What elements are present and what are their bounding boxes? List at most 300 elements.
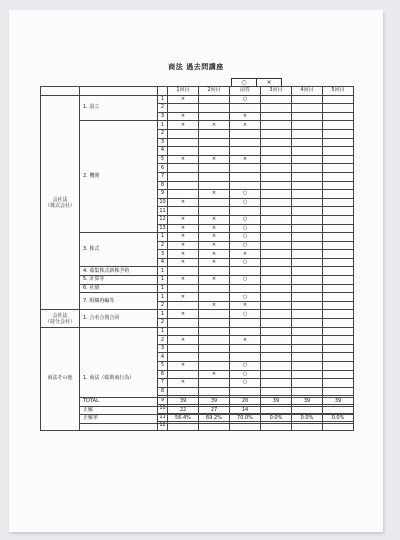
result-mark bbox=[261, 344, 292, 353]
result-mark bbox=[168, 344, 199, 353]
result-mark bbox=[199, 319, 230, 328]
question-number: 3 bbox=[158, 138, 168, 147]
result-mark bbox=[323, 224, 354, 233]
table-row bbox=[41, 310, 354, 319]
question-number: 9 bbox=[158, 396, 168, 405]
result-mark bbox=[230, 344, 261, 353]
result-mark bbox=[261, 198, 292, 207]
result-mark: × bbox=[230, 121, 261, 130]
result-mark bbox=[261, 301, 292, 310]
result-mark: ○ bbox=[230, 258, 261, 267]
result-mark: × bbox=[199, 121, 230, 130]
question-number: 7 bbox=[158, 379, 168, 388]
result-mark: × bbox=[168, 241, 199, 250]
result-mark bbox=[323, 172, 354, 181]
result-mark bbox=[323, 250, 354, 259]
result-mark bbox=[292, 258, 323, 267]
result-mark bbox=[199, 353, 230, 362]
result-mark bbox=[292, 276, 323, 285]
result-mark bbox=[323, 207, 354, 216]
result-mark bbox=[292, 267, 323, 276]
result-mark bbox=[292, 362, 323, 371]
question-number: 3 bbox=[158, 112, 168, 121]
result-mark bbox=[323, 164, 354, 173]
summary-value: 39 bbox=[292, 398, 323, 407]
result-mark bbox=[261, 353, 292, 362]
category-shoho-sonota: 商法その他 bbox=[41, 327, 80, 430]
question-number: 1 bbox=[158, 267, 168, 276]
result-mark bbox=[323, 387, 354, 396]
result-mark bbox=[230, 319, 261, 328]
result-mark bbox=[199, 172, 230, 181]
result-mark: × bbox=[168, 233, 199, 242]
result-mark: ○ bbox=[230, 215, 261, 224]
result-mark bbox=[261, 112, 292, 121]
result-mark bbox=[168, 190, 199, 199]
result-mark bbox=[261, 129, 292, 138]
result-mark bbox=[292, 224, 323, 233]
summary-value: 27 bbox=[199, 406, 230, 415]
question-number: 1 bbox=[158, 284, 168, 293]
summary-value: 20 bbox=[230, 398, 261, 407]
result-mark: × bbox=[199, 241, 230, 250]
result-mark bbox=[261, 310, 292, 319]
result-mark bbox=[292, 155, 323, 164]
result-mark bbox=[261, 207, 292, 216]
result-mark: × bbox=[168, 198, 199, 207]
result-mark bbox=[199, 310, 230, 319]
result-mark: ○ bbox=[230, 224, 261, 233]
summary-value: 39 bbox=[323, 398, 354, 407]
result-mark bbox=[292, 370, 323, 379]
result-mark: × bbox=[168, 379, 199, 388]
result-mark bbox=[323, 379, 354, 388]
result-mark bbox=[261, 250, 292, 259]
question-number: 4 bbox=[158, 258, 168, 267]
header-blank bbox=[80, 87, 158, 96]
document-page bbox=[9, 10, 383, 532]
category-line: 会社法 bbox=[52, 196, 68, 203]
question-number: 7 bbox=[158, 172, 168, 181]
question-number: 11 bbox=[159, 413, 166, 420]
summary-value: 39 bbox=[199, 398, 230, 407]
question-number: 2 bbox=[158, 336, 168, 345]
result-mark: × bbox=[230, 155, 261, 164]
result-mark bbox=[261, 267, 292, 276]
question-number: 2 bbox=[158, 301, 168, 310]
result-mark bbox=[323, 112, 354, 121]
summary-table bbox=[79, 397, 354, 424]
category-kaisha-mochibun bbox=[41, 310, 80, 327]
question-number: 2 bbox=[158, 129, 168, 138]
result-mark bbox=[199, 284, 230, 293]
result-mark: ○ bbox=[230, 241, 261, 250]
result-mark bbox=[261, 224, 292, 233]
table-row bbox=[41, 95, 354, 104]
summary-row bbox=[80, 406, 354, 415]
result-mark bbox=[261, 276, 292, 285]
result-mark bbox=[323, 181, 354, 190]
question-number: 10 bbox=[159, 405, 166, 412]
result-mark bbox=[168, 284, 199, 293]
result-mark bbox=[230, 104, 261, 113]
result-mark bbox=[199, 267, 230, 276]
result-mark bbox=[168, 172, 199, 181]
result-mark bbox=[261, 155, 292, 164]
result-mark bbox=[261, 147, 292, 156]
result-mark bbox=[323, 138, 354, 147]
result-mark bbox=[292, 112, 323, 121]
result-mark bbox=[168, 181, 199, 190]
summary-label: TOTAL bbox=[80, 398, 168, 407]
section-kabushiki: 3. 株式 bbox=[80, 233, 158, 267]
result-mark bbox=[168, 370, 199, 379]
question-number: 1 bbox=[158, 233, 168, 242]
result-mark bbox=[261, 121, 292, 130]
result-mark bbox=[292, 190, 323, 199]
question-number: 1 bbox=[158, 327, 168, 336]
question-number: 4 bbox=[158, 147, 168, 156]
category-kaisha-kabushiki bbox=[41, 95, 80, 310]
result-mark bbox=[323, 190, 354, 199]
result-mark bbox=[261, 164, 292, 173]
result-mark bbox=[323, 293, 354, 302]
question-number: 1 bbox=[158, 293, 168, 302]
summary-value: 22 bbox=[168, 406, 199, 415]
result-mark bbox=[292, 138, 323, 147]
result-mark bbox=[199, 95, 230, 104]
question-number: 1 bbox=[158, 95, 168, 104]
column-header: 3回目 bbox=[261, 87, 292, 96]
result-mark: × bbox=[168, 293, 199, 302]
result-mark bbox=[323, 336, 354, 345]
result-mark bbox=[292, 327, 323, 336]
summary-value: 70.0% bbox=[230, 415, 261, 424]
result-mark bbox=[199, 112, 230, 121]
legend-circle: ○ bbox=[232, 79, 257, 87]
question-number: 12 bbox=[159, 422, 166, 429]
result-mark bbox=[199, 104, 230, 113]
result-mark bbox=[323, 129, 354, 138]
result-mark bbox=[323, 147, 354, 156]
result-mark: × bbox=[168, 155, 199, 164]
column-header: 2回目 bbox=[199, 87, 230, 96]
result-mark bbox=[168, 207, 199, 216]
header-blank bbox=[158, 87, 168, 96]
summary-value: 0.0% bbox=[323, 415, 354, 424]
column-header: 1回目 bbox=[168, 87, 199, 96]
result-mark bbox=[199, 379, 230, 388]
result-mark: ○ bbox=[230, 310, 261, 319]
result-mark bbox=[292, 336, 323, 345]
result-mark bbox=[168, 301, 199, 310]
result-mark bbox=[261, 190, 292, 199]
result-mark bbox=[261, 336, 292, 345]
result-mark: × bbox=[168, 362, 199, 371]
result-mark bbox=[292, 147, 323, 156]
table-row bbox=[41, 284, 354, 293]
result-mark bbox=[292, 121, 323, 130]
result-mark: × bbox=[230, 301, 261, 310]
result-mark bbox=[323, 301, 354, 310]
result-mark bbox=[199, 147, 230, 156]
result-mark bbox=[199, 207, 230, 216]
result-mark: × bbox=[168, 112, 199, 121]
result-mark bbox=[323, 241, 354, 250]
result-mark: ○ bbox=[230, 276, 261, 285]
table-row bbox=[41, 233, 354, 242]
section-shoko: 1. 商法（総則商行為） bbox=[80, 327, 158, 430]
section-soshiki: 7. 組織再編等 bbox=[80, 293, 158, 310]
question-number: 2 bbox=[158, 104, 168, 113]
result-mark bbox=[292, 95, 323, 104]
result-mark bbox=[292, 319, 323, 328]
result-mark bbox=[323, 233, 354, 242]
result-mark bbox=[261, 104, 292, 113]
result-mark bbox=[323, 362, 354, 371]
result-mark bbox=[199, 362, 230, 371]
question-number: 5 bbox=[158, 155, 168, 164]
result-mark: × bbox=[199, 224, 230, 233]
result-mark: × bbox=[168, 336, 199, 345]
result-mark bbox=[168, 129, 199, 138]
result-mark bbox=[292, 250, 323, 259]
table-row bbox=[41, 267, 354, 276]
result-mark: ○ bbox=[230, 293, 261, 302]
result-mark: ○ bbox=[230, 95, 261, 104]
result-mark bbox=[323, 319, 354, 328]
summary-value: 56.4% bbox=[168, 415, 199, 424]
summary-value bbox=[323, 406, 354, 415]
result-mark bbox=[292, 301, 323, 310]
section-shasai: 6. 社債 bbox=[80, 284, 158, 293]
result-mark bbox=[168, 267, 199, 276]
result-mark: × bbox=[230, 336, 261, 345]
result-mark bbox=[323, 310, 354, 319]
result-mark: ○ bbox=[230, 370, 261, 379]
result-mark bbox=[292, 353, 323, 362]
result-mark: × bbox=[199, 233, 230, 242]
result-mark: × bbox=[168, 250, 199, 259]
result-mark: × bbox=[168, 258, 199, 267]
result-mark bbox=[292, 241, 323, 250]
question-number: 3 bbox=[158, 250, 168, 259]
result-mark bbox=[323, 215, 354, 224]
question-number: 8 bbox=[158, 387, 168, 396]
result-mark bbox=[292, 129, 323, 138]
summary-value: 0.0% bbox=[261, 415, 292, 424]
result-mark bbox=[261, 284, 292, 293]
result-mark bbox=[230, 129, 261, 138]
result-mark bbox=[323, 104, 354, 113]
question-number: 13 bbox=[159, 224, 166, 231]
result-mark bbox=[199, 181, 230, 190]
summary-value: 0.0% bbox=[292, 415, 323, 424]
result-mark: × bbox=[199, 276, 230, 285]
summary-value bbox=[261, 406, 292, 415]
result-mark bbox=[261, 95, 292, 104]
result-mark: × bbox=[168, 95, 199, 104]
result-mark: × bbox=[168, 215, 199, 224]
result-mark bbox=[323, 198, 354, 207]
result-mark bbox=[230, 353, 261, 362]
result-mark bbox=[168, 319, 199, 328]
result-mark: ○ bbox=[230, 198, 261, 207]
summary-row bbox=[80, 415, 354, 424]
result-mark bbox=[292, 172, 323, 181]
result-mark bbox=[168, 387, 199, 396]
result-mark bbox=[292, 284, 323, 293]
result-mark bbox=[323, 155, 354, 164]
result-mark: × bbox=[168, 276, 199, 285]
column-header: 前答 bbox=[230, 87, 261, 96]
question-number: 6 bbox=[158, 370, 168, 379]
result-mark bbox=[199, 336, 230, 345]
result-mark: × bbox=[230, 112, 261, 121]
result-mark: ○ bbox=[230, 379, 261, 388]
result-mark bbox=[292, 233, 323, 242]
result-mark bbox=[168, 138, 199, 147]
table-row bbox=[41, 276, 354, 285]
column-header: 4回目 bbox=[292, 87, 323, 96]
question-number: 4 bbox=[158, 353, 168, 362]
result-mark bbox=[199, 344, 230, 353]
result-mark bbox=[261, 241, 292, 250]
legend-cross: × bbox=[257, 79, 282, 87]
result-mark: × bbox=[199, 215, 230, 224]
question-number: 8 bbox=[158, 181, 168, 190]
result-mark bbox=[261, 379, 292, 388]
result-mark: × bbox=[230, 250, 261, 259]
summary-value: 69.2% bbox=[199, 415, 230, 424]
result-mark bbox=[292, 293, 323, 302]
result-mark bbox=[261, 293, 292, 302]
question-number: 12 bbox=[159, 216, 166, 223]
result-mark bbox=[292, 207, 323, 216]
result-mark bbox=[168, 353, 199, 362]
result-mark bbox=[230, 164, 261, 173]
question-number: 6 bbox=[158, 164, 168, 173]
result-mark: ○ bbox=[230, 233, 261, 242]
result-mark bbox=[323, 327, 354, 336]
result-mark bbox=[261, 327, 292, 336]
summary-value: 14 bbox=[230, 406, 261, 415]
result-mark: × bbox=[199, 370, 230, 379]
result-mark bbox=[199, 164, 230, 173]
result-mark bbox=[323, 95, 354, 104]
result-mark bbox=[230, 138, 261, 147]
summary-label: 正解 bbox=[80, 406, 168, 415]
result-mark bbox=[230, 284, 261, 293]
summary-value: 39 bbox=[261, 398, 292, 407]
table-row bbox=[41, 121, 354, 130]
result-mark bbox=[323, 370, 354, 379]
result-mark bbox=[261, 138, 292, 147]
result-mark bbox=[323, 276, 354, 285]
result-mark bbox=[261, 172, 292, 181]
header-blank bbox=[41, 87, 80, 96]
result-mark bbox=[323, 258, 354, 267]
result-mark: × bbox=[199, 301, 230, 310]
section-keisan: 5. 計算等 bbox=[80, 276, 158, 285]
summary-row bbox=[80, 398, 354, 407]
result-mark: × bbox=[168, 310, 199, 319]
result-mark bbox=[261, 181, 292, 190]
result-mark bbox=[292, 310, 323, 319]
result-mark bbox=[230, 172, 261, 181]
result-mark bbox=[261, 370, 292, 379]
question-number: 2 bbox=[158, 319, 168, 328]
question-number: 5 bbox=[158, 362, 168, 371]
summary-value: 39 bbox=[168, 398, 199, 407]
result-mark bbox=[323, 353, 354, 362]
result-mark bbox=[292, 379, 323, 388]
summary-value bbox=[292, 406, 323, 415]
question-number: 1 bbox=[158, 276, 168, 285]
result-mark bbox=[261, 258, 292, 267]
result-mark bbox=[323, 267, 354, 276]
result-mark: × bbox=[199, 190, 230, 199]
result-mark bbox=[323, 344, 354, 353]
section-kikan: 2. 機関 bbox=[80, 121, 158, 233]
result-mark bbox=[199, 129, 230, 138]
result-mark bbox=[199, 198, 230, 207]
result-mark: × bbox=[199, 155, 230, 164]
column-header: 5回目 bbox=[323, 87, 354, 96]
result-mark bbox=[230, 147, 261, 156]
result-mark: × bbox=[168, 121, 199, 130]
question-number: 3 bbox=[158, 344, 168, 353]
result-mark bbox=[261, 215, 292, 224]
result-mark bbox=[261, 387, 292, 396]
result-mark bbox=[199, 327, 230, 336]
result-mark: × bbox=[199, 250, 230, 259]
result-mark bbox=[230, 267, 261, 276]
result-mark bbox=[261, 233, 292, 242]
result-mark bbox=[168, 327, 199, 336]
result-mark bbox=[292, 344, 323, 353]
question-number: 2 bbox=[158, 241, 168, 250]
table-row bbox=[41, 293, 354, 302]
result-mark bbox=[292, 164, 323, 173]
section-setsuritsu: 1. 設立 bbox=[80, 95, 158, 121]
result-mark bbox=[230, 387, 261, 396]
result-mark bbox=[199, 387, 230, 396]
result-mark: ○ bbox=[230, 362, 261, 371]
question-number: 10 bbox=[159, 199, 166, 206]
result-mark bbox=[168, 164, 199, 173]
page-title: 商法 過去問講座 bbox=[168, 63, 224, 71]
category-line: （株式会社） bbox=[44, 202, 75, 209]
result-mark bbox=[168, 104, 199, 113]
question-number: 9 bbox=[158, 190, 168, 199]
result-mark bbox=[292, 104, 323, 113]
section-gomei: 1. 合名合資合同 bbox=[80, 310, 158, 327]
result-mark bbox=[261, 319, 292, 328]
category-line: 会社法 bbox=[52, 312, 68, 319]
result-mark: ○ bbox=[230, 190, 261, 199]
result-mark bbox=[230, 207, 261, 216]
result-mark bbox=[292, 198, 323, 207]
question-number: 11 bbox=[159, 207, 166, 214]
result-mark bbox=[199, 293, 230, 302]
table-row bbox=[41, 327, 354, 336]
category-line: （持分会社） bbox=[44, 318, 75, 325]
section-boshu: 4. 募集株式新株予約 bbox=[80, 267, 158, 276]
result-mark bbox=[323, 284, 354, 293]
score-table bbox=[40, 86, 354, 431]
result-mark bbox=[292, 215, 323, 224]
